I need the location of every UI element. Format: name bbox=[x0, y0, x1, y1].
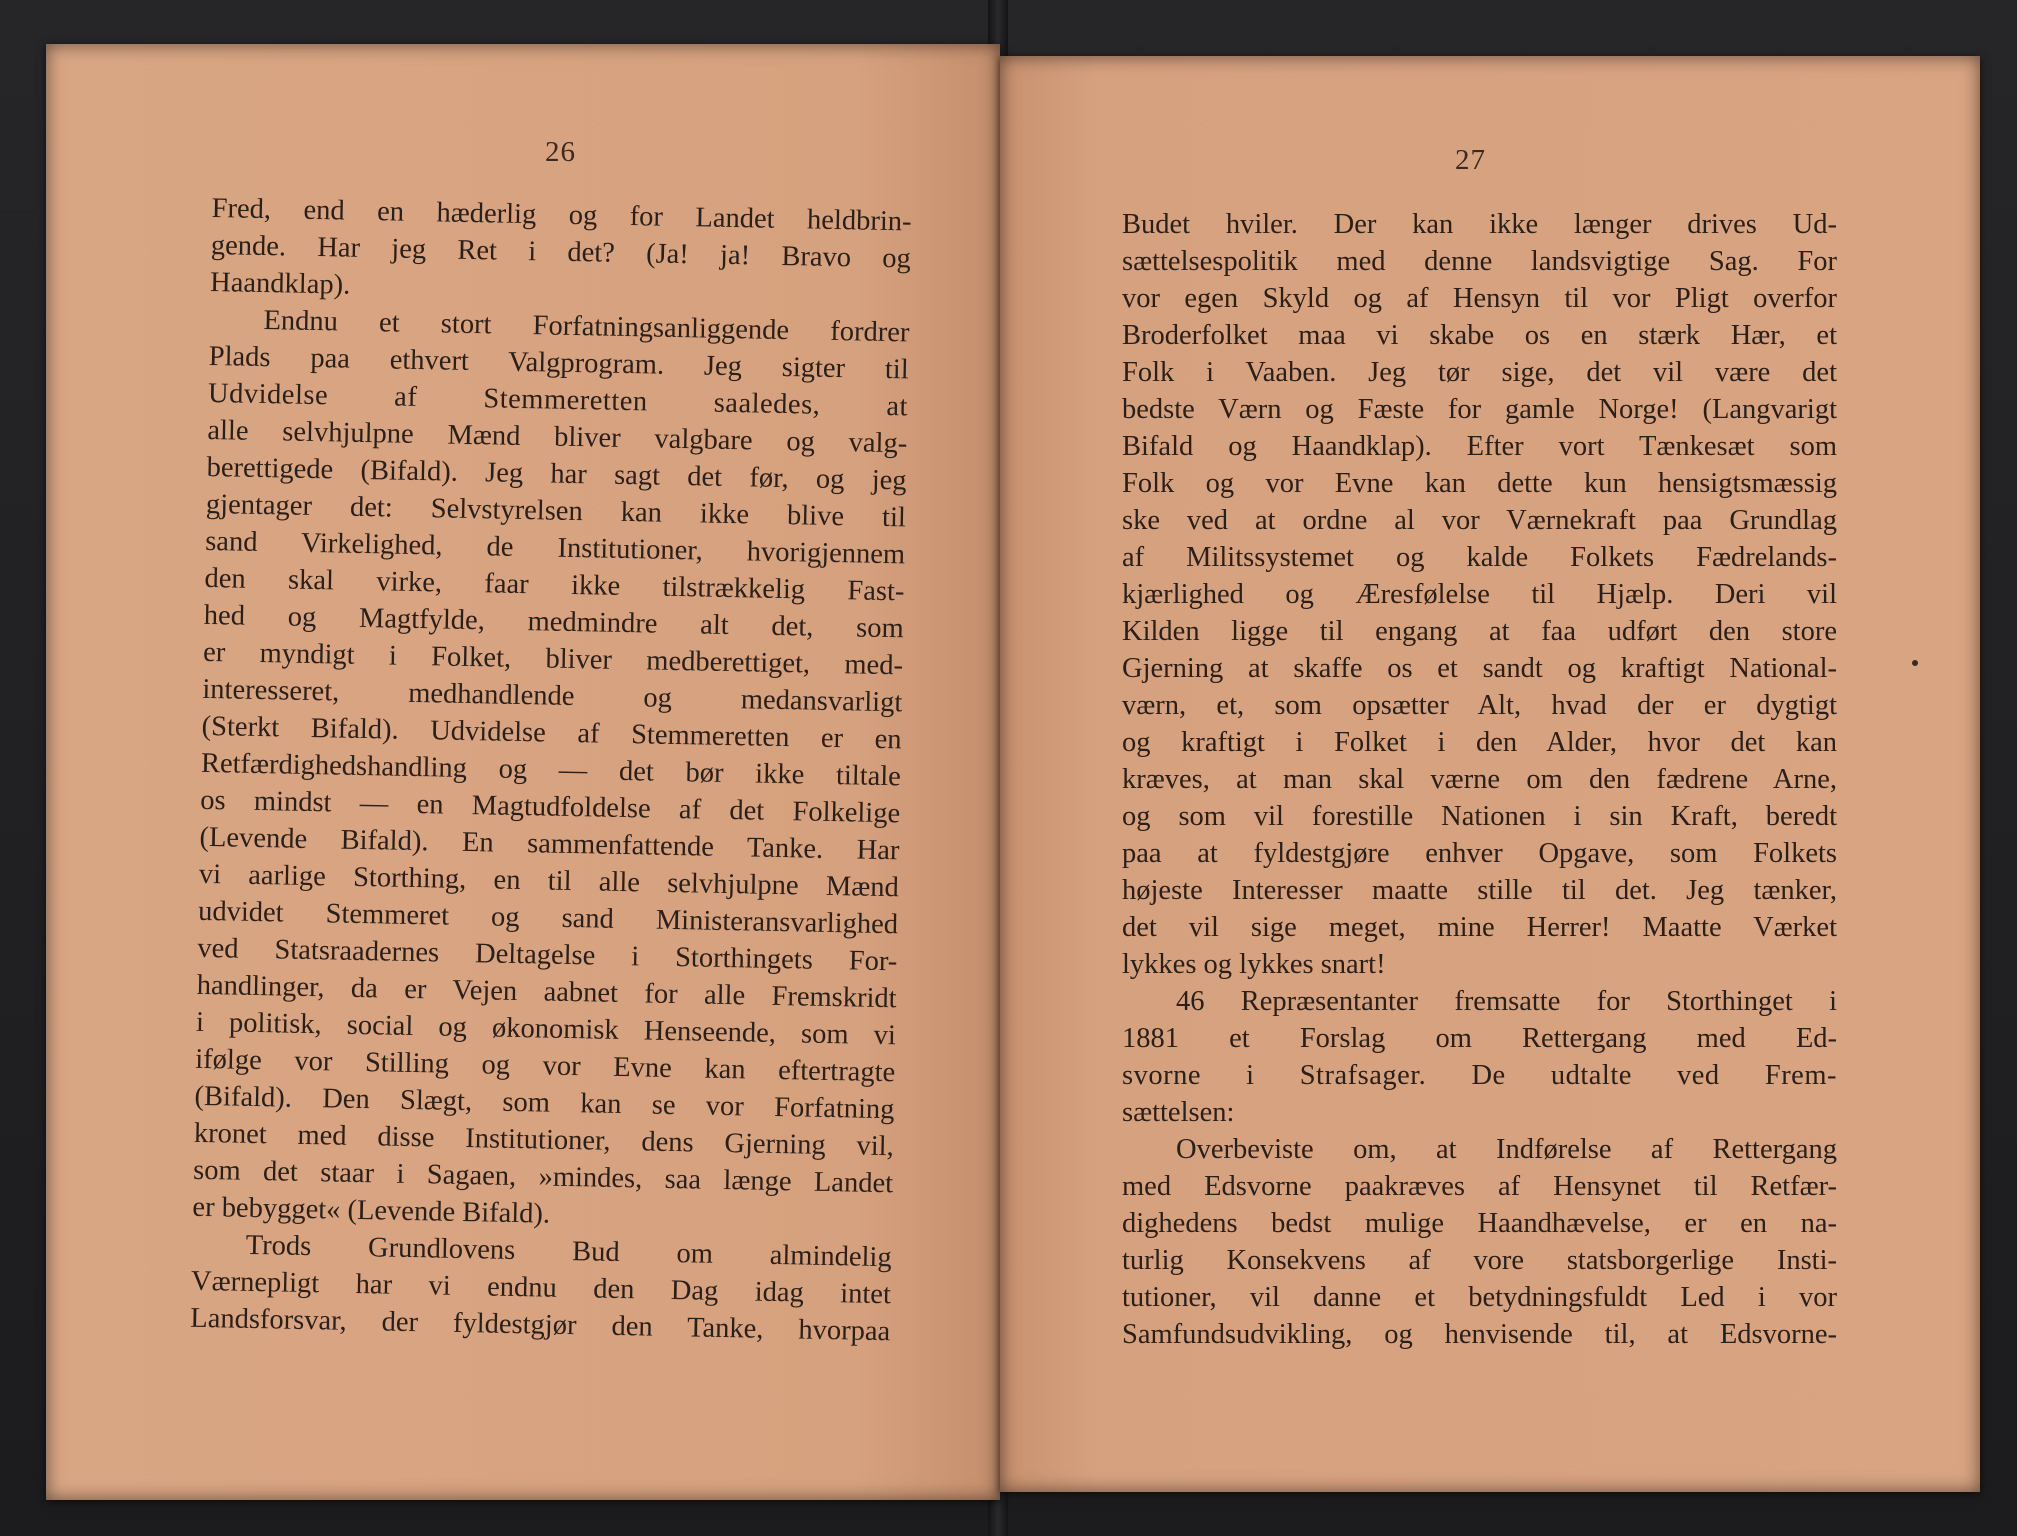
text-line: Landsforsvar, der fyldestgjør den Tanke, hvorpaa bbox=[190, 1302, 891, 1348]
left-page-number: 26 bbox=[545, 136, 576, 168]
text-line: Budet hviler. Der kan ikke længer drives Ud- bbox=[1122, 209, 1837, 240]
text-line: Broderfolket maa vi skabe os en stærk Hær, et bbox=[1122, 320, 1837, 351]
text-line: handlinger, da er Vejen aabnet for alle Fremskridt bbox=[196, 969, 897, 1015]
left-page-text bbox=[190, 190, 912, 1350]
text-line: berettigede (Bifald). Jeg har sagt det før, og jeg bbox=[206, 451, 907, 497]
text-line: turlig Konsekvens af vore statsborgerlige Insti- bbox=[1122, 1245, 1837, 1276]
text-line: (Bifald). Den Slægt, som kan se vor Forfatning bbox=[194, 1080, 895, 1126]
text-line: Retfærdighedshandling og — det bør ikke tiltale bbox=[200, 747, 902, 793]
ink-speck bbox=[1912, 660, 1918, 666]
text-line: Plads paa ethvert Valgprogram. Jeg sigter til bbox=[208, 340, 909, 386]
text-line: paa at fyldestgjøre enhver Opgave, som Folkets bbox=[1122, 838, 1837, 869]
text-line: vi aarlige Storthing, en til alle selvhjulpne Mænd bbox=[198, 858, 900, 904]
text-line: sand Virkelighed, de Institutioner, hvorigjennem bbox=[204, 525, 906, 571]
text-line: 1881 et Forslag om Rettergang med Ed- bbox=[1122, 1023, 1837, 1054]
text-line: højeste Interesser maatte stille til det. Jeg tænker, bbox=[1122, 875, 1837, 906]
text-line: ifølge vor Stilling og vor Evne kan eftertragte bbox=[195, 1043, 896, 1089]
text-line: (Sterkt Bifald). Udvidelse af Stemmeretten er en bbox=[201, 710, 902, 756]
text-line: alle selvhjulpne Mænd bliver valgbare og valg- bbox=[207, 414, 908, 460]
text-line: værn, et, som opsætter Alt, hvad der er dygtigt bbox=[1122, 690, 1837, 721]
text-line: er myndigt i Folket, bliver medberettiget, med- bbox=[202, 636, 904, 682]
text-line: ske ved at ordne al vor Værnekraft paa Grundlag bbox=[1122, 505, 1837, 536]
text-line: Overbeviste om, at Indførelse af Rettergang bbox=[1176, 1134, 1837, 1165]
text-line: er bebygget« (Levende Bifald). bbox=[192, 1191, 551, 1230]
text-line: og som vil forestille Nationen i sin Kraft, beredt bbox=[1122, 801, 1837, 832]
text-line: udvidet Stemmeret og sand Ministeransvarlighed bbox=[197, 895, 899, 941]
text-line: Fred, end en hæderlig og for Landet heldbrin- bbox=[211, 192, 912, 238]
right-page-number: 27 bbox=[1455, 144, 1486, 176]
text-line: kræves, at man skal værne om den fædrene Arne, bbox=[1122, 764, 1837, 795]
text-line: Samfundsudvikling, og henvisende til, at Edsvorne- bbox=[1122, 1319, 1837, 1350]
text-line: det vil sige meget, mine Herrer! Maatte Værket bbox=[1122, 912, 1837, 943]
text-line: sættelsen: bbox=[1122, 1097, 1235, 1128]
text-line: Haandklap). bbox=[209, 266, 351, 301]
text-line: interesseret, medhandlende og medansvarligt bbox=[202, 673, 903, 719]
text-line: og kraftigt i Folket i den Alder, hvor det kan bbox=[1122, 727, 1837, 758]
text-line: Værnepligt har vi endnu den Dag idag intet bbox=[190, 1265, 892, 1311]
text-line: af Militssystemet og kalde Folkets Fædrelands- bbox=[1122, 542, 1837, 573]
text-line: gende. Har jeg Ret i det? (Ja! ja! Bravo og bbox=[210, 229, 912, 275]
text-line: Kilden ligge til engang at faa udført den store bbox=[1122, 616, 1837, 647]
text-line: kjærlighed og Æresfølelse til Hjælp. Deri vil bbox=[1122, 579, 1837, 610]
right-page-text bbox=[1122, 206, 1837, 1353]
text-line: den skal virke, faar ikke tilstrækkelig Fast- bbox=[204, 562, 905, 608]
text-line: lykkes og lykkes snart! bbox=[1122, 949, 1386, 980]
text-line: vor egen Skyld og af Hensyn til vor Pligt overfor bbox=[1122, 283, 1837, 314]
text-line: kronet med disse Institutioner, dens Gjerning vil, bbox=[193, 1117, 895, 1163]
text-line: os mindst — en Magtudfoldelse af det Folkelige bbox=[199, 784, 901, 830]
text-line: ved Statsraadernes Deltagelse i Storthingets For- bbox=[197, 932, 898, 978]
text-line: Gjerning at skaffe os et sandt og kraftigt National- bbox=[1122, 653, 1837, 684]
text-line: Endnu et stort Forfatningsanliggende fordrer bbox=[263, 305, 910, 349]
text-line: (Levende Bifald). En sammenfattende Tanke. Har bbox=[199, 821, 900, 867]
text-line: som det staar i Sagaen, »mindes, saa længe Landet bbox=[192, 1154, 894, 1200]
text-line: sættelsespolitik med denne landsvigtige Sag. For bbox=[1122, 246, 1837, 277]
text-line: svorne i Strafsager. De udtalte ved Frem- bbox=[1122, 1060, 1837, 1091]
text-line: Trods Grundlovens Bud om almindelig bbox=[245, 1229, 892, 1274]
text-line: i politisk, social og økonomisk Henseende, som vi bbox=[195, 1006, 897, 1052]
text-line: Folk i Vaaben. Jeg tør sige, det vil være det bbox=[1122, 357, 1837, 388]
text-line: hed og Magtfylde, medmindre alt det, som bbox=[203, 599, 905, 645]
text-line: tutioner, vil danne et betydningsfuldt Led i vor bbox=[1122, 1282, 1837, 1313]
text-line: dighedens bedst mulige Haandhævelse, er en na- bbox=[1122, 1208, 1837, 1239]
text-line: Folk og vor Evne kan dette kun hensigtsmæssig bbox=[1122, 468, 1837, 499]
text-line: Udvidelse af Stemmeretten saaledes, at bbox=[207, 377, 909, 423]
text-line: gjentager det: Selvstyrelsen kan ikke blive til bbox=[205, 488, 907, 534]
text-line: 46 Repræsentanter fremsatte for Storthinget i bbox=[1176, 986, 1837, 1017]
text-line: Bifald og Haandklap). Efter vort Tænkesæt som bbox=[1122, 431, 1837, 462]
text-line: bedste Værn og Fæste for gamle Norge! (Langvarigt bbox=[1122, 394, 1837, 425]
text-line: med Edsvorne paakræves af Hensynet til Retfær- bbox=[1122, 1171, 1837, 1202]
